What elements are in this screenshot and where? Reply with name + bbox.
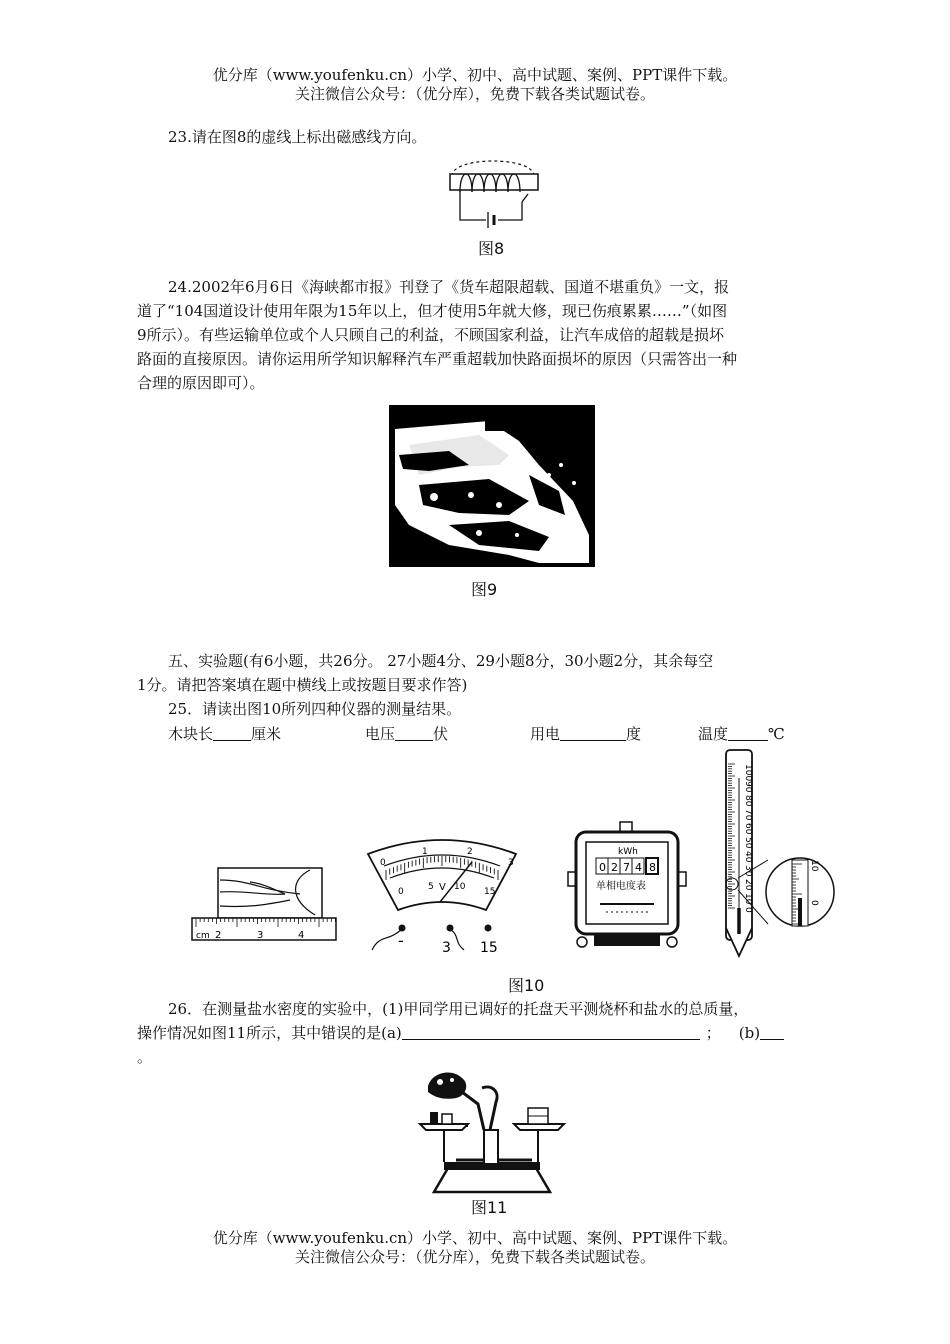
circuit-wire-left xyxy=(460,190,486,220)
figure-11-caption: 图11 xyxy=(471,1198,508,1217)
digit-1: 0 xyxy=(599,861,606,874)
meter-unit: kWh xyxy=(618,847,638,857)
scale-60: 60 xyxy=(743,823,753,835)
weight-2 xyxy=(442,1114,452,1124)
meter-digits xyxy=(596,858,658,874)
volt-upper-1: 1 xyxy=(422,847,428,857)
header-line-1: 优分库（www.youfenku.cn）小学、初中、高中试题、案例、PPT课件下载。 xyxy=(212,66,738,84)
hand xyxy=(428,1072,466,1098)
footer-line-2: 关注微信公众号：（优分库），免费下载各类试题试卷。 xyxy=(294,1248,655,1266)
scale-30: 30 xyxy=(743,865,753,877)
question-24-line-4: 路面的直接原因。请你运用所学知识解释汽车严重超载加快路面损坏的原因（只需答出一种 xyxy=(137,350,738,368)
question-24-line-5: 合理的原因即可）。 xyxy=(137,374,265,392)
volt-lower-5: 5 xyxy=(428,882,434,892)
switch xyxy=(522,194,528,202)
ruler-tick-label-4: 4 xyxy=(298,930,305,941)
length-label: 木块长 xyxy=(168,725,214,743)
voltage-label: 电压 xyxy=(365,725,396,743)
answer-length xyxy=(168,722,281,746)
ruler-body xyxy=(192,918,336,940)
balance-pillar xyxy=(484,1130,498,1164)
scale-50: 50 xyxy=(743,837,753,849)
balance-base xyxy=(434,1168,550,1192)
zoom-scale-10: 10 xyxy=(809,860,819,872)
meter-name: 单相电度表 xyxy=(596,881,646,892)
question-24-line-2: 道了“104国道设计使用年限为15年以上，但才使用5年就大修，现已伤痕累累……”（如图 xyxy=(137,302,728,320)
section-5-line-1: 五、实验题(有6小题，共26分。 27小题4分、29小题8分，30小题2分，其余每空 xyxy=(168,652,714,670)
scale-80: 80 xyxy=(743,795,753,807)
voltmeter xyxy=(362,832,522,954)
figure-10-caption: 图10 xyxy=(508,976,545,995)
ruler-tick-label-2: 2 xyxy=(215,930,222,941)
temperature-label: 温度 xyxy=(698,725,729,743)
figure-9-caption: 图9 xyxy=(471,580,498,599)
volt-lower-10: 10 xyxy=(454,882,466,892)
q26-semicolon: ； xyxy=(705,1024,721,1042)
right-pan xyxy=(514,1124,564,1130)
ruler-and-block xyxy=(190,860,340,950)
energy-unit: 度 xyxy=(626,725,642,743)
volt-upper-3: 3 xyxy=(508,858,514,868)
ruler-tick-label-3: 3 xyxy=(257,930,264,941)
question-25: 25．请读出图10所列四种仪器的测量结果。 xyxy=(168,700,462,718)
digit-4: 4 xyxy=(635,861,642,874)
scale-70: 70 xyxy=(743,809,753,821)
question-23: 23.请在图8的虚线上标出磁感线方向。 xyxy=(168,128,427,146)
terminal-15-label: 15 xyxy=(480,940,498,954)
question-26-line-3: 。 xyxy=(137,1048,153,1066)
volt-upper-2: 2 xyxy=(467,847,473,857)
answer-blank-b[interactable] xyxy=(760,1023,784,1040)
scale-0: 0 xyxy=(743,907,753,913)
volt-lower-0: 0 xyxy=(398,887,404,897)
ruler-unit: cm xyxy=(196,931,210,941)
figure-11-balance xyxy=(408,1068,576,1196)
footer-line-1: 优分库（www.youfenku.cn）小学、初中、高中试题、案例、PPT课件下载。 xyxy=(212,1229,738,1247)
length-unit: 厘米 xyxy=(251,725,282,743)
terminal-15 xyxy=(485,925,492,932)
question-26-line-1: 26．在测量盐水密度的实验中，(1)甲同学用已调好的托盘天平测烧杯和盐水的总质量， xyxy=(168,1000,749,1018)
scale-40: 40 xyxy=(743,851,753,863)
energy-meter xyxy=(566,820,688,952)
scale-90: 90 xyxy=(743,781,753,793)
zoom-scale-0: 0 xyxy=(809,900,819,906)
answer-blank-a[interactable] xyxy=(402,1023,700,1040)
digit-2: 2 xyxy=(611,861,618,874)
answer-temperature xyxy=(698,722,785,746)
terminal-3-label: 3 xyxy=(442,940,451,954)
length-blank[interactable] xyxy=(213,724,251,741)
question-24-line-1: 24.2002年6月6日《海峡都市报》刊登了《货车超限超载、国道不堪重负》一文，报 xyxy=(168,278,730,296)
volt-lower-15: 15 xyxy=(484,887,496,897)
terminal-negative-label: - xyxy=(398,931,404,950)
energy-label: 用电 xyxy=(530,725,561,743)
q26-prompt-a: 操作情况如图11所示，其中错误的是(a) xyxy=(137,1024,402,1042)
volt-unit: V xyxy=(439,882,446,893)
thermometer xyxy=(716,748,836,960)
figure-8-solenoid xyxy=(438,150,548,240)
temperature-blank[interactable] xyxy=(728,724,768,741)
answer-energy xyxy=(530,722,641,746)
temperature-unit: ℃ xyxy=(768,725,785,743)
scale-100: 100 xyxy=(743,764,753,782)
circuit-wire-right xyxy=(498,202,522,220)
question-26-line-2 xyxy=(137,1021,784,1045)
figure-9-road-photo xyxy=(389,405,595,567)
weight-1 xyxy=(430,1112,438,1124)
section-5-line-2: 1分。请把答案填在题中横线上或按题目要求作答) xyxy=(137,676,468,694)
voltage-unit: 伏 xyxy=(433,725,449,743)
energy-blank[interactable] xyxy=(560,724,626,741)
digit-5: 8 xyxy=(649,861,656,874)
question-24-line-3: 9所示）。有些运输单位或个人只顾自己的利益，不顾国家利益，让汽车成倍的超载是损坏 xyxy=(137,326,725,344)
voltage-blank[interactable] xyxy=(395,724,433,741)
left-pan xyxy=(420,1124,468,1130)
scale-10: 10 xyxy=(743,893,753,905)
volt-upper-0: 0 xyxy=(380,858,386,868)
answer-voltage xyxy=(365,722,448,746)
scale-20: 20 xyxy=(743,879,753,891)
lead-wire-2 xyxy=(450,929,464,950)
header-line-2: 关注微信公众号：（优分库），免费下载各类试题试卷。 xyxy=(294,85,655,103)
wooden-block xyxy=(218,868,322,918)
figure-8-caption: 图8 xyxy=(478,239,505,258)
digit-3: 7 xyxy=(623,861,630,874)
q26-prompt-b: (b) xyxy=(738,1024,761,1042)
